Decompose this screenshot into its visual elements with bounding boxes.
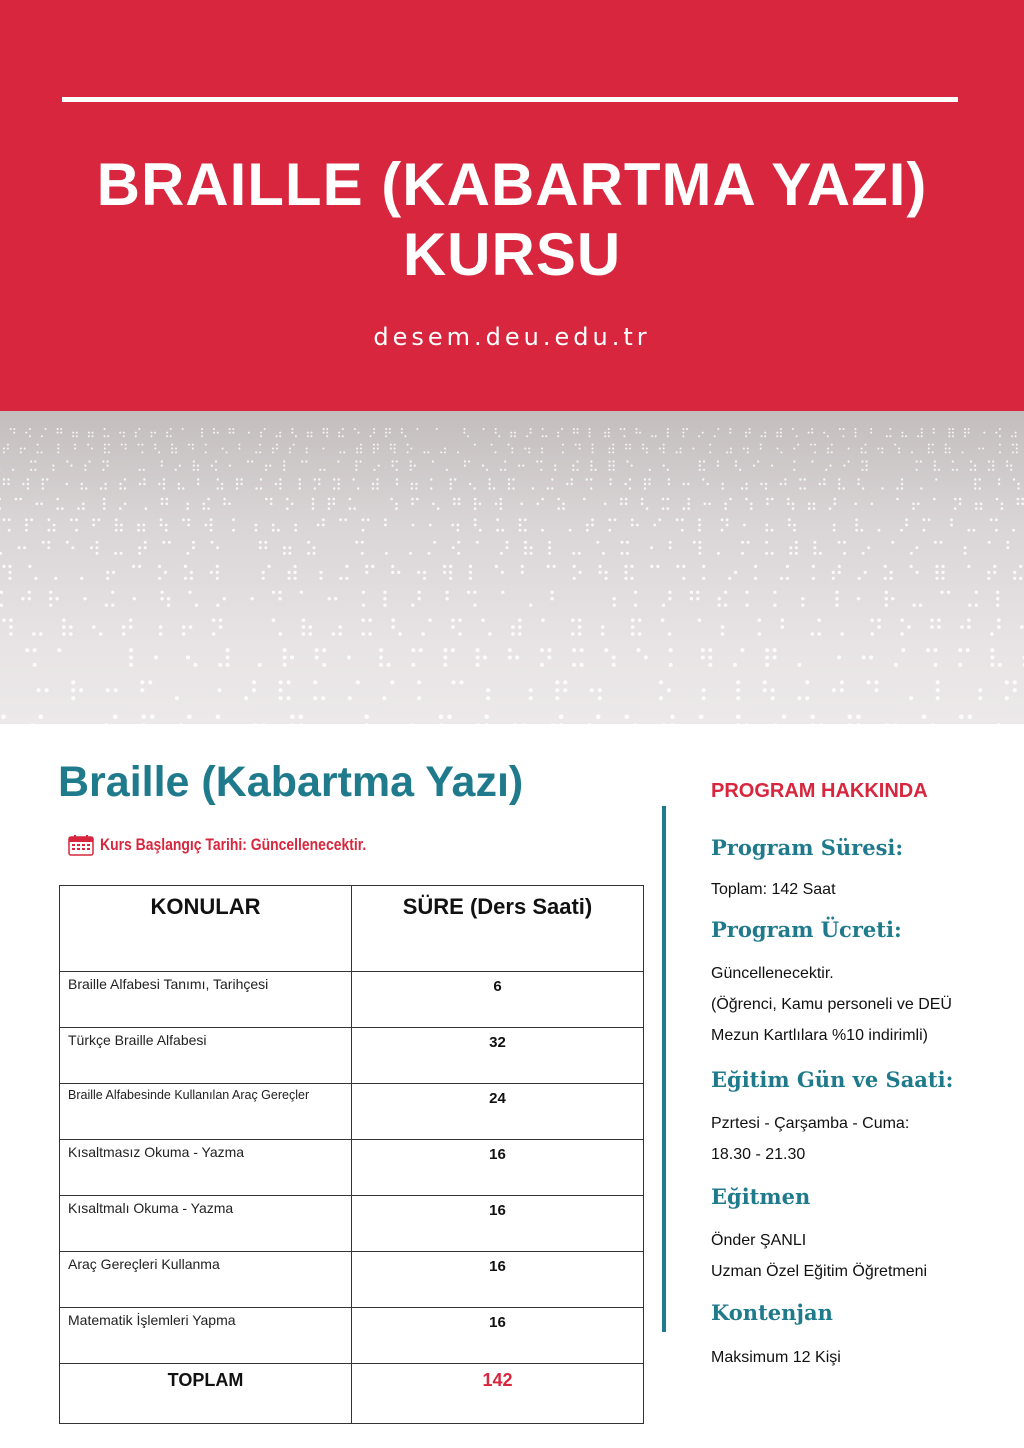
duration-heading: Program Süresi: xyxy=(711,835,904,860)
topic-cell: Kısaltmalı Okuma - Yazma xyxy=(60,1196,352,1252)
title-line-1: BRAILLE (KABARTMA YAZI) xyxy=(96,151,928,218)
header-topics: KONULAR xyxy=(60,886,352,972)
website-link[interactable]: desem.deu.edu.tr xyxy=(373,323,651,351)
topic-cell: Türkçe Braille Alfabesi xyxy=(60,1028,352,1084)
braille-paper-photo xyxy=(0,411,1024,724)
hours-cell: 16 xyxy=(352,1308,644,1364)
duration-text: Toplam: 142 Saat xyxy=(711,881,836,898)
section-divider xyxy=(662,806,666,1332)
schedule-text xyxy=(711,1108,909,1170)
trainer-heading: Eğitmen xyxy=(711,1184,811,1209)
table-row xyxy=(60,1028,644,1084)
fee-line-3: Mezun Kartlılara %10 indirimli) xyxy=(711,1027,928,1044)
calendar-icon xyxy=(68,834,94,856)
program-info-panel xyxy=(711,780,1011,1366)
fee-heading: Program Ücreti: xyxy=(711,917,902,942)
header-banner xyxy=(0,0,1024,411)
fee-line-1: Güncellenecektir. xyxy=(711,965,834,982)
hours-cell: 32 xyxy=(352,1028,644,1084)
topic-cell: Braille Alfabesi Tanımı, Tarihçesi xyxy=(60,972,352,1028)
schedule-line-2: 18.30 - 21.30 xyxy=(711,1146,806,1163)
total-value: 142 xyxy=(352,1364,644,1424)
banner-divider xyxy=(62,97,958,102)
title-line-2: KURSU xyxy=(402,221,622,288)
trainer-title: Uzman Özel Eğitim Öğretmeni xyxy=(711,1263,928,1280)
header-duration: SÜRE (Ders Saati) xyxy=(352,886,644,972)
total-row xyxy=(60,1364,644,1424)
trainer-name: Önder ŞANLI xyxy=(711,1232,807,1249)
hours-cell: 16 xyxy=(352,1196,644,1252)
course-topics-table xyxy=(59,885,644,1424)
quota-heading: Kontenjan xyxy=(711,1300,833,1325)
page-title xyxy=(0,150,1024,290)
fee-line-2: (Öğrenci, Kamu personeli ve DEÜ xyxy=(711,996,952,1013)
table-row xyxy=(60,1196,644,1252)
topic-cell: Braille Alfabesinde Kullanılan Araç Gereçler xyxy=(60,1084,352,1140)
table-row xyxy=(60,972,644,1028)
start-date-text: Kurs Başlangıç Tarihi: Güncellenecektir. xyxy=(100,835,367,854)
fee-text xyxy=(711,958,952,1051)
hours-cell: 16 xyxy=(352,1140,644,1196)
total-label: TOPLAM xyxy=(60,1364,352,1424)
program-title: PROGRAM HAKKINDA xyxy=(711,780,928,802)
hours-cell: 24 xyxy=(352,1084,644,1140)
start-date-row xyxy=(68,834,425,856)
table-row xyxy=(60,1308,644,1364)
topic-cell: Kısaltmasız Okuma - Yazma xyxy=(60,1140,352,1196)
topic-cell: Araç Gereçleri Kullanma xyxy=(60,1252,352,1308)
quota-text: Maksimum 12 Kişi xyxy=(711,1349,841,1366)
table-row xyxy=(60,1140,644,1196)
trainer-text xyxy=(711,1225,927,1287)
hours-cell: 6 xyxy=(352,972,644,1028)
hours-cell: 16 xyxy=(352,1252,644,1308)
table-header-row xyxy=(60,886,644,972)
table-row xyxy=(60,1084,644,1140)
table-row xyxy=(60,1252,644,1308)
schedule-line-1: Pzrtesi - Çarşamba - Cuma: xyxy=(711,1115,910,1132)
course-heading: Braille (Kabartma Yazı) xyxy=(58,758,524,806)
schedule-heading: Eğitim Gün ve Saati: xyxy=(711,1067,954,1092)
topic-cell: Matematik İşlemleri Yapma xyxy=(60,1308,352,1364)
